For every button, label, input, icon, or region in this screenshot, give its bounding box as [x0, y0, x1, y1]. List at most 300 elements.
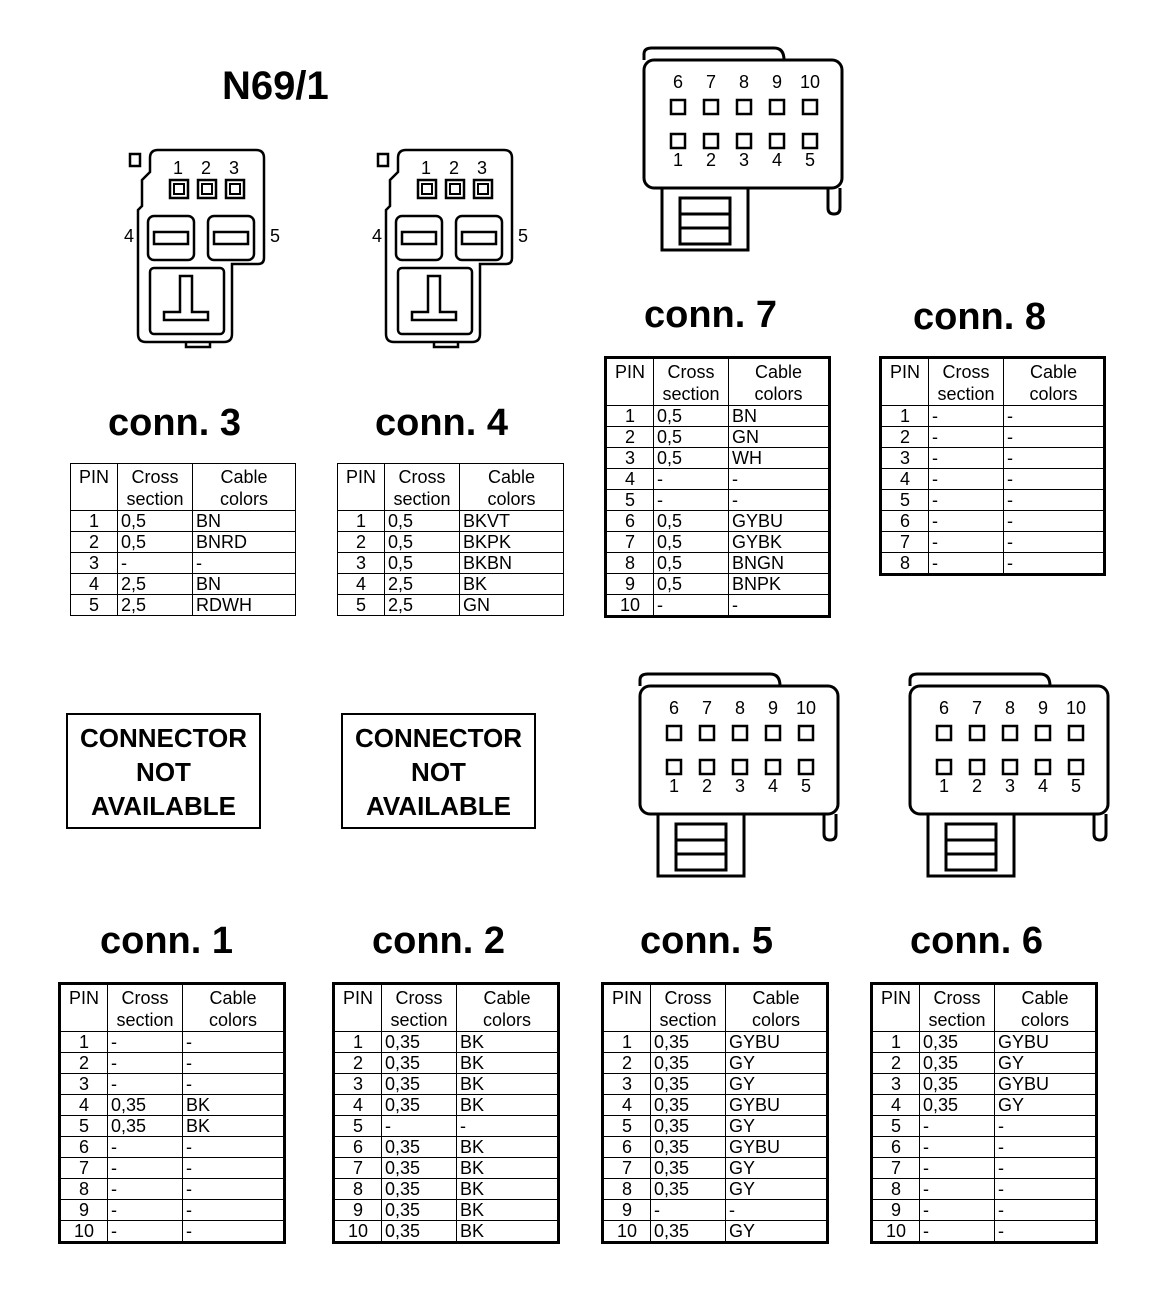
cross-section-value: -	[108, 1200, 183, 1221]
table-row	[71, 595, 296, 616]
pin-number: 4	[603, 1095, 651, 1116]
cable-color-value: -	[726, 1200, 828, 1221]
pin-socket	[700, 726, 714, 740]
pin-number: 7	[606, 532, 654, 553]
table-row	[338, 574, 564, 595]
cross-section-value: 0,35	[382, 1200, 457, 1221]
cross-section-value: 2,5	[118, 595, 193, 616]
cable-color-value: GYBU	[726, 1095, 828, 1116]
cable-colors-column-header: Cable colors	[457, 984, 559, 1032]
table-row	[872, 1095, 1097, 1116]
conn6-heading: conn. 6	[910, 920, 1044, 962]
cross-section-value: 0,5	[654, 427, 729, 448]
table-row	[881, 469, 1105, 490]
n69-connector-drawing-left	[124, 150, 280, 347]
latch-housing	[150, 268, 224, 334]
table-row	[606, 490, 830, 511]
na-line-1: CONNECTOR	[354, 723, 523, 753]
pin-label: 2	[705, 150, 717, 170]
cross-section-value: -	[382, 1116, 457, 1137]
pin-label: 8	[734, 698, 746, 718]
cross-section-value: 0,35	[651, 1116, 726, 1137]
pin-number: 1	[881, 406, 929, 427]
conn4-pin-table	[337, 463, 564, 616]
cross-section-value: 0,5	[654, 406, 729, 427]
table-row	[338, 511, 564, 532]
pin-number: 2	[334, 1053, 382, 1074]
table-row	[334, 1095, 559, 1116]
pin-label: 8	[1004, 698, 1016, 718]
cable-color-value: BN	[193, 511, 296, 532]
table-header-row	[71, 464, 296, 511]
cable-color-value: BK	[457, 1200, 559, 1221]
pin-socket	[737, 134, 751, 148]
pin-number: 3	[881, 448, 929, 469]
cable-color-value: -	[729, 469, 830, 490]
pin-number: 8	[603, 1179, 651, 1200]
pin-number: 3	[872, 1074, 920, 1095]
pin-socket-inner	[174, 184, 184, 194]
pin-number: 3	[60, 1074, 108, 1095]
pin-socket	[704, 100, 718, 114]
pin-socket	[1036, 726, 1050, 740]
pin-label: 5	[800, 776, 812, 796]
pin-number: 5	[338, 595, 385, 616]
cable-color-value: -	[183, 1137, 285, 1158]
table-header-row	[60, 984, 285, 1032]
cross-section-value: 0,35	[651, 1032, 726, 1053]
cable-color-value: -	[995, 1200, 1097, 1221]
table-row	[606, 511, 830, 532]
pin-number: 5	[603, 1116, 651, 1137]
n69-connector-drawing-right	[372, 150, 528, 347]
cable-color-value: GY	[726, 1116, 828, 1137]
latch-lever	[164, 276, 208, 320]
cable-color-value: -	[193, 553, 296, 574]
cable-color-value: -	[183, 1179, 285, 1200]
table-row	[881, 511, 1105, 532]
cable-color-value: -	[1004, 553, 1105, 575]
cross-section-value: -	[929, 448, 1004, 469]
multi-connector-drawing-top	[644, 48, 842, 250]
cross-section-value: -	[108, 1032, 183, 1053]
cross-section-value: -	[108, 1137, 183, 1158]
pin-socket-inner	[478, 184, 488, 194]
cable-color-value: BN	[729, 406, 830, 427]
table-row	[606, 595, 830, 617]
table-row	[872, 1200, 1097, 1221]
cable-color-value: -	[183, 1074, 285, 1095]
pin-number: 1	[60, 1032, 108, 1053]
cross-section-column-header: Cross section	[108, 984, 183, 1032]
table-header-row	[334, 984, 559, 1032]
pin-label: 3	[1004, 776, 1016, 796]
pin-number: 10	[606, 595, 654, 617]
pin-number: 7	[603, 1158, 651, 1179]
cable-color-value: GN	[460, 595, 564, 616]
cross-section-value: -	[920, 1179, 995, 1200]
conn6-pin-table	[870, 982, 1098, 1244]
conn3-heading: conn. 3	[108, 402, 242, 444]
pin-number: 4	[334, 1095, 382, 1116]
conn4-heading: conn. 4	[375, 402, 509, 444]
cross-section-column-header: Cross section	[920, 984, 995, 1032]
conn8-heading: conn. 8	[913, 296, 1047, 338]
cross-section-value: -	[920, 1137, 995, 1158]
cable-color-value: GY	[726, 1053, 828, 1074]
pin-socket	[1036, 760, 1050, 774]
cable-color-value: GY	[726, 1158, 828, 1179]
cable-color-value: BK	[183, 1095, 285, 1116]
pin-socket	[770, 134, 784, 148]
pin-column-header: PIN	[603, 984, 651, 1032]
cable-color-value: BNGN	[729, 553, 830, 574]
cable-color-value: WH	[729, 448, 830, 469]
pin-number: 9	[606, 574, 654, 595]
pin-socket	[667, 760, 681, 774]
cross-section-value: 0,35	[382, 1158, 457, 1179]
na-line-1: CONNECTOR	[79, 723, 248, 753]
pin-number: 5	[71, 595, 118, 616]
pin-number: 6	[881, 511, 929, 532]
conn2-pin-table	[332, 982, 560, 1244]
table-row	[606, 532, 830, 553]
cross-section-value: -	[929, 532, 1004, 553]
pin-number: 2	[881, 427, 929, 448]
cross-section-value: 2,5	[385, 574, 460, 595]
pin-socket	[474, 180, 492, 198]
cable-color-value: GYBU	[726, 1137, 828, 1158]
cable-colors-column-header: Cable colors	[460, 464, 564, 511]
cross-section-value: -	[654, 469, 729, 490]
table-row	[71, 511, 296, 532]
cross-section-value: -	[654, 595, 729, 617]
cable-color-value: -	[1004, 469, 1105, 490]
cable-color-value: -	[183, 1158, 285, 1179]
cross-section-column-header: Cross section	[118, 464, 193, 511]
table-header-row	[603, 984, 828, 1032]
pin-number: 7	[872, 1158, 920, 1179]
pin-socket	[937, 760, 951, 774]
cross-section-value: 0,35	[382, 1179, 457, 1200]
pin-number: 8	[60, 1179, 108, 1200]
cross-section-value: 0,5	[654, 553, 729, 574]
pin-number: 10	[334, 1221, 382, 1243]
pin-number: 1	[334, 1032, 382, 1053]
cable-color-value: BK	[457, 1158, 559, 1179]
cross-section-value: 0,35	[920, 1053, 995, 1074]
cross-section-value: -	[108, 1158, 183, 1179]
cable-color-value: GN	[729, 427, 830, 448]
table-header-row	[606, 358, 830, 406]
pin-number: 10	[60, 1221, 108, 1243]
latch-window	[680, 198, 730, 244]
cross-section-value: 0,35	[382, 1095, 457, 1116]
table-row	[60, 1053, 285, 1074]
cable-color-value: -	[183, 1032, 285, 1053]
table-row	[872, 1074, 1097, 1095]
cable-color-value: BK	[457, 1179, 559, 1200]
pin-number: 9	[603, 1200, 651, 1221]
pin-socket	[737, 100, 751, 114]
pin-label: 2	[200, 158, 212, 178]
table-row	[334, 1221, 559, 1243]
table-row	[334, 1032, 559, 1053]
cable-color-value: BK	[457, 1053, 559, 1074]
large-pin-blade-right	[214, 232, 248, 244]
cable-color-value: BN	[193, 574, 296, 595]
cross-section-value: 0,5	[385, 532, 460, 553]
cable-color-value: GYBU	[995, 1032, 1097, 1053]
cross-section-value: -	[929, 406, 1004, 427]
table-row	[60, 1158, 285, 1179]
cable-color-value: GYBU	[995, 1074, 1097, 1095]
top-rail	[910, 674, 1050, 686]
pin-label: 10	[799, 72, 821, 92]
cable-color-value: -	[1004, 511, 1105, 532]
table-row	[334, 1179, 559, 1200]
table-row	[603, 1032, 828, 1053]
cross-section-value: 2,5	[385, 595, 460, 616]
cross-section-value: -	[108, 1053, 183, 1074]
na-line-2: NOT	[136, 757, 191, 787]
cable-color-value: -	[457, 1116, 559, 1137]
cable-colors-column-header: Cable colors	[729, 358, 830, 406]
cable-colors-column-header: Cable colors	[193, 464, 296, 511]
pin-label: 2	[448, 158, 460, 178]
cable-color-value: GYBU	[726, 1032, 828, 1053]
latch-housing	[398, 268, 472, 334]
pin-socket	[770, 100, 784, 114]
table-row	[881, 490, 1105, 511]
pin-number: 5	[606, 490, 654, 511]
conn5-heading: conn. 5	[640, 920, 774, 962]
pin-number: 10	[603, 1221, 651, 1243]
cross-section-value: 0,35	[651, 1158, 726, 1179]
cross-section-value: 0,35	[651, 1053, 726, 1074]
pin-number: 6	[603, 1137, 651, 1158]
pin-number: 6	[60, 1137, 108, 1158]
pin-socket	[799, 760, 813, 774]
cross-section-value: -	[108, 1179, 183, 1200]
pin-number: 2	[338, 532, 385, 553]
table-row	[334, 1158, 559, 1179]
cross-section-value: 0,5	[654, 511, 729, 532]
pin-number: 5	[881, 490, 929, 511]
pin-number: 2	[603, 1053, 651, 1074]
cross-section-value: 0,5	[118, 511, 193, 532]
pin-label: 4	[767, 776, 779, 796]
table-row	[60, 1032, 285, 1053]
pin-column-header: PIN	[71, 464, 118, 511]
side-clip	[824, 814, 836, 840]
table-row	[60, 1116, 285, 1137]
cable-color-value: -	[1004, 427, 1105, 448]
connector-not-available-box-2	[341, 713, 536, 829]
cross-section-value: 0,35	[382, 1137, 457, 1158]
pin-number: 7	[60, 1158, 108, 1179]
cross-section-value: -	[929, 553, 1004, 575]
pin-socket	[446, 180, 464, 198]
table-row	[334, 1116, 559, 1137]
pin-socket	[1003, 726, 1017, 740]
conn3-pin-table	[70, 463, 296, 616]
pin-label: 9	[767, 698, 779, 718]
cable-color-value: BNRD	[193, 532, 296, 553]
pin-number: 1	[603, 1032, 651, 1053]
cross-section-value: 0,35	[920, 1095, 995, 1116]
pin-label: 1	[938, 776, 950, 796]
cross-section-value: -	[920, 1221, 995, 1243]
table-row	[338, 532, 564, 553]
pin-label: 5	[270, 226, 281, 246]
table-row	[872, 1179, 1097, 1200]
pin-number: 1	[606, 406, 654, 427]
pin-number: 7	[334, 1158, 382, 1179]
table-row	[881, 448, 1105, 469]
pin-socket	[937, 726, 951, 740]
pin-socket	[1069, 726, 1083, 740]
cable-color-value: BKPK	[460, 532, 564, 553]
pin-socket	[226, 180, 244, 198]
table-row	[71, 532, 296, 553]
cable-color-value: BKBN	[460, 553, 564, 574]
large-pin-blade-left	[402, 232, 436, 244]
pin-socket	[671, 100, 685, 114]
cross-section-value: -	[920, 1158, 995, 1179]
pin-label: 1	[672, 150, 684, 170]
page-title: N69/1	[222, 64, 329, 108]
pin-socket	[733, 726, 747, 740]
cable-color-value: BKVT	[460, 511, 564, 532]
cross-section-value: -	[929, 469, 1004, 490]
table-row	[60, 1074, 285, 1095]
table-row	[603, 1095, 828, 1116]
latch-window	[676, 824, 726, 870]
pin-number: 4	[71, 574, 118, 595]
pin-label: 1	[668, 776, 680, 796]
pin-number: 2	[60, 1053, 108, 1074]
table-row	[71, 553, 296, 574]
pin-number: 1	[71, 511, 118, 532]
pin-column-header: PIN	[60, 984, 108, 1032]
table-header-row	[881, 358, 1105, 406]
pin-number: 6	[334, 1137, 382, 1158]
pin-socket	[418, 180, 436, 198]
cross-section-value: -	[929, 427, 1004, 448]
pin-socket	[799, 726, 813, 740]
table-row	[60, 1200, 285, 1221]
conn7-pin-table	[604, 356, 831, 618]
cross-section-value: 0,35	[651, 1137, 726, 1158]
pin-number: 9	[872, 1200, 920, 1221]
large-pin-blade-right	[462, 232, 496, 244]
cross-section-value: 0,35	[651, 1221, 726, 1243]
conn5-pin-table	[601, 982, 829, 1244]
cable-colors-column-header: Cable colors	[995, 984, 1097, 1032]
multi-connector-drawing-conn6	[910, 674, 1108, 876]
table-row	[603, 1200, 828, 1221]
cross-section-value: 0,35	[382, 1074, 457, 1095]
table-row	[334, 1137, 559, 1158]
pin-number: 9	[60, 1200, 108, 1221]
large-pin-blade-left	[154, 232, 188, 244]
top-rail	[644, 48, 784, 60]
pin-socket	[766, 726, 780, 740]
cable-color-value: -	[995, 1158, 1097, 1179]
cable-color-value: BNPK	[729, 574, 830, 595]
cross-section-value: 0,35	[920, 1074, 995, 1095]
cross-section-value: 0,5	[654, 532, 729, 553]
pin-label: 7	[701, 698, 713, 718]
cable-color-value: -	[1004, 406, 1105, 427]
latch-tab	[378, 154, 388, 166]
pin-socket-inner	[202, 184, 212, 194]
pin-label: 4	[1037, 776, 1049, 796]
cross-section-value: 0,5	[654, 448, 729, 469]
pin-label: 5	[804, 150, 816, 170]
cable-color-value: GY	[726, 1179, 828, 1200]
cable-color-value: GY	[726, 1221, 828, 1243]
cable-color-value: GY	[995, 1095, 1097, 1116]
cross-section-value: 2,5	[118, 574, 193, 595]
cable-color-value: -	[183, 1053, 285, 1074]
cross-section-column-header: Cross section	[654, 358, 729, 406]
table-row	[872, 1137, 1097, 1158]
pin-number: 5	[60, 1116, 108, 1137]
pin-socket	[704, 134, 718, 148]
cross-section-value: 0,5	[654, 574, 729, 595]
cross-section-value: 0,35	[108, 1116, 183, 1137]
pin-socket	[970, 726, 984, 740]
cross-section-value: 0,35	[651, 1074, 726, 1095]
cable-color-value: GY	[726, 1074, 828, 1095]
pin-number: 3	[334, 1074, 382, 1095]
pin-number: 8	[881, 553, 929, 575]
table-row	[603, 1137, 828, 1158]
pin-label: 6	[668, 698, 680, 718]
table-row	[872, 1053, 1097, 1074]
cable-color-value: -	[995, 1116, 1097, 1137]
pin-socket-inner	[422, 184, 432, 194]
pin-number: 3	[338, 553, 385, 574]
table-row	[334, 1200, 559, 1221]
cable-color-value: -	[995, 1179, 1097, 1200]
table-row	[872, 1158, 1097, 1179]
na-line-2: NOT	[411, 757, 466, 787]
pin-number: 7	[881, 532, 929, 553]
pin-label: 3	[228, 158, 240, 178]
cable-color-value: -	[1004, 490, 1105, 511]
cable-color-value: GYBK	[729, 532, 830, 553]
cross-section-value: 0,35	[651, 1179, 726, 1200]
pin-column-header: PIN	[334, 984, 382, 1032]
pin-number: 6	[872, 1137, 920, 1158]
pin-column-header: PIN	[338, 464, 385, 511]
pin-label: 10	[1065, 698, 1087, 718]
pin-label: 5	[1070, 776, 1082, 796]
table-row	[606, 469, 830, 490]
table-row	[338, 553, 564, 574]
pin-label: 6	[672, 72, 684, 92]
pin-number: 4	[338, 574, 385, 595]
pin-socket	[667, 726, 681, 740]
table-row	[60, 1221, 285, 1243]
cable-color-value: -	[183, 1221, 285, 1243]
side-clip	[828, 188, 840, 214]
pin-socket	[170, 180, 188, 198]
pin-socket	[766, 760, 780, 774]
